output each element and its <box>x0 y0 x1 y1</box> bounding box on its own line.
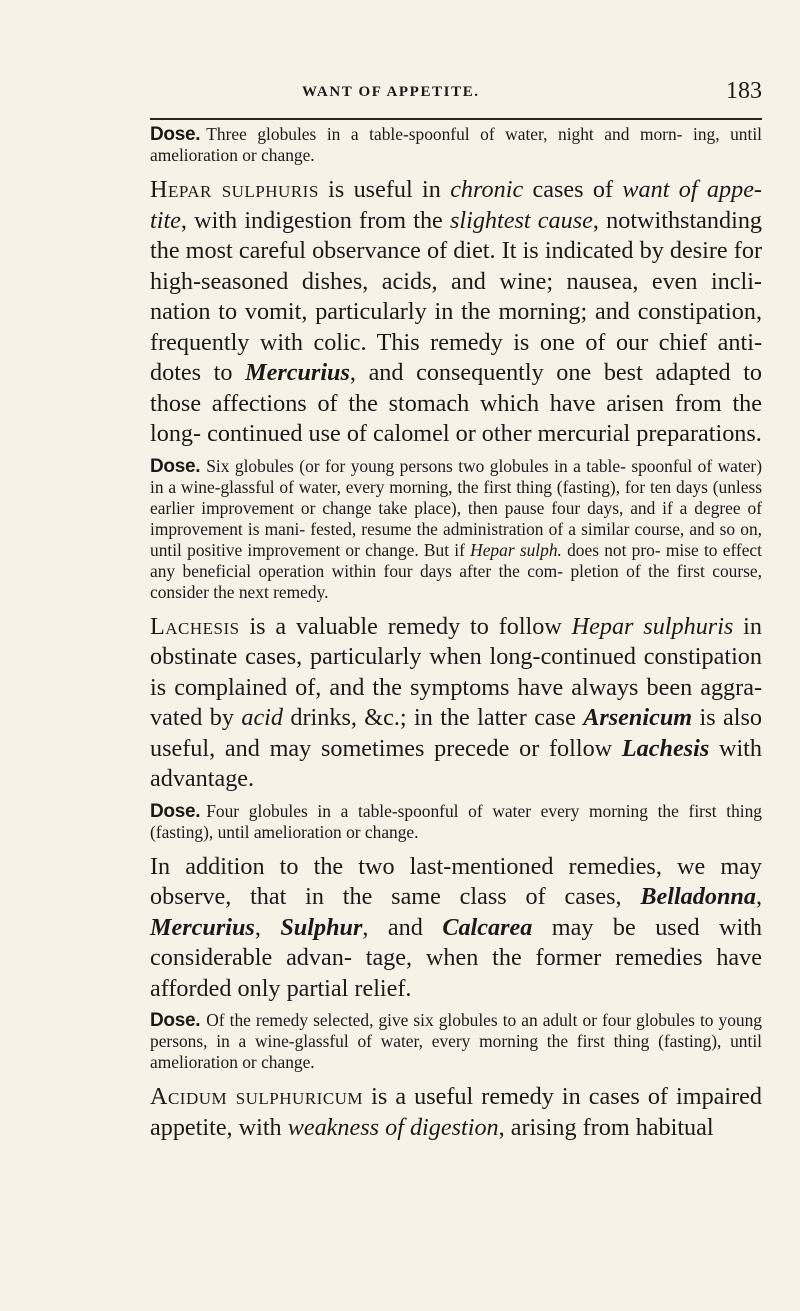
dose-paragraph-4 <box>150 1010 762 1073</box>
remedy-name: Acidum sulphuricum <box>150 1083 364 1110</box>
dose-label: Dose. <box>150 455 201 477</box>
lachesis-paragraph <box>150 612 762 795</box>
dose-label: Dose. <box>150 124 201 145</box>
remedy-emphasis: Lachesis <box>621 734 710 762</box>
remedy-emphasis: Mercurius <box>245 359 350 386</box>
emphasis: weakness of digestion <box>287 1113 499 1141</box>
remedy-name: Lachesis <box>150 612 240 640</box>
remedy-emphasis: Arsenicum <box>583 704 693 731</box>
text-run: , <box>254 913 281 941</box>
remedy-emphasis: Mercurius <box>150 913 255 941</box>
emphasis: Hepar sulphuris <box>571 612 734 640</box>
addition-paragraph <box>150 852 762 1005</box>
text-run: In addition to the two last-mentioned remedies, we may observe, that in the same class of cases, <box>150 852 762 910</box>
dose-paragraph-3 <box>150 801 762 843</box>
running-head: WANT OF APPETITE. <box>302 84 480 100</box>
text-run: , and consequently one best adapted to those affections of the stomach which have arisen from the long- continued use of calomel or other mercurial preparations. <box>150 359 763 447</box>
hepar-paragraph <box>150 175 762 450</box>
emphasis: chronic <box>450 176 524 203</box>
dose-text: Six globules (or for young persons two globules in a table- spoonful of water) in a wine-glassful of water, every morning, the first thing (fasting), for ten days (unless earlier improvement or change take place), then pause four days, and if a degree of improvement is mani- fested, resume the administration of a similar course, and so on, until positive improvement or change. But if <box>150 455 762 560</box>
dose-paragraph-1 <box>150 124 762 166</box>
dose-text: Four globules in a table-spoonful of water every morning the first thing (fasting), until amelioration or change. <box>150 800 762 842</box>
text-run: with advantage. <box>150 734 762 792</box>
text-run: is useful in <box>318 176 451 203</box>
remedy-emphasis: Belladonna <box>640 883 756 910</box>
text-run: , notwithstanding the most careful observance of diet. It is indicated by desire for high-seasoned dishes, acids, and wine; nausea, even incli- nation to vomit, particularly in the morning; and constipation, frequently with colic. This remedy is one of our chief anti- dotes to <box>150 206 763 386</box>
text-run: , <box>755 883 762 910</box>
book-page <box>150 0 762 1311</box>
dose-text: Of the remedy selected, give six globules to an adult or four globules to young persons, in a wine-glassful of water, every morning the first thing (fasting), until amelioration or change. <box>150 1010 762 1072</box>
emphasis: want of appe- tite <box>150 176 762 234</box>
text-run: , arising from habitual <box>498 1113 714 1141</box>
text-run: cases of <box>523 176 623 203</box>
text-run: may be used with considerable advan- tage, when the former remedies have afforded only partial relief. <box>150 913 763 1002</box>
text-run: is a valuable remedy to follow <box>239 612 572 640</box>
emphasis: Hepar sulph. <box>470 539 562 560</box>
dose-text: does not pro- mise to effect any beneficial operation within four days after the com- pletion of the first course, consider the next remedy. <box>150 539 762 602</box>
text-run: is also useful, and may sometimes precede or follow <box>150 704 762 762</box>
text-run: in obstinate cases, particularly when long-continued constipation is complained of, and the symptoms have always been aggra- vated by <box>150 612 762 731</box>
dose-label: Dose. <box>150 1010 201 1031</box>
dose-text: Three globules in a table-spoonful of water, night and morn- ing, until amelioration or change. <box>150 124 762 165</box>
remedy-emphasis: Calcarea <box>442 913 533 941</box>
text-run: , with indigestion from the <box>180 206 450 234</box>
page-header <box>150 78 762 114</box>
dose-paragraph-2 <box>150 456 762 603</box>
remedy-emphasis: Sulphur <box>280 913 363 941</box>
emphasis: slightest cause <box>449 206 593 234</box>
dose-label: Dose. <box>150 800 201 822</box>
remedy-name: Hepar sulphuris <box>150 176 319 203</box>
acidum-paragraph <box>150 1082 762 1143</box>
text-run: , and <box>362 913 443 941</box>
text-run: is a useful remedy in cases of impaired appetite, with <box>150 1083 763 1141</box>
text-run: drinks, &c.; in the latter case <box>283 704 584 731</box>
body-text <box>150 124 762 1149</box>
page-number: 183 <box>726 78 762 104</box>
header-rule <box>150 118 762 120</box>
emphasis: acid <box>241 704 283 731</box>
